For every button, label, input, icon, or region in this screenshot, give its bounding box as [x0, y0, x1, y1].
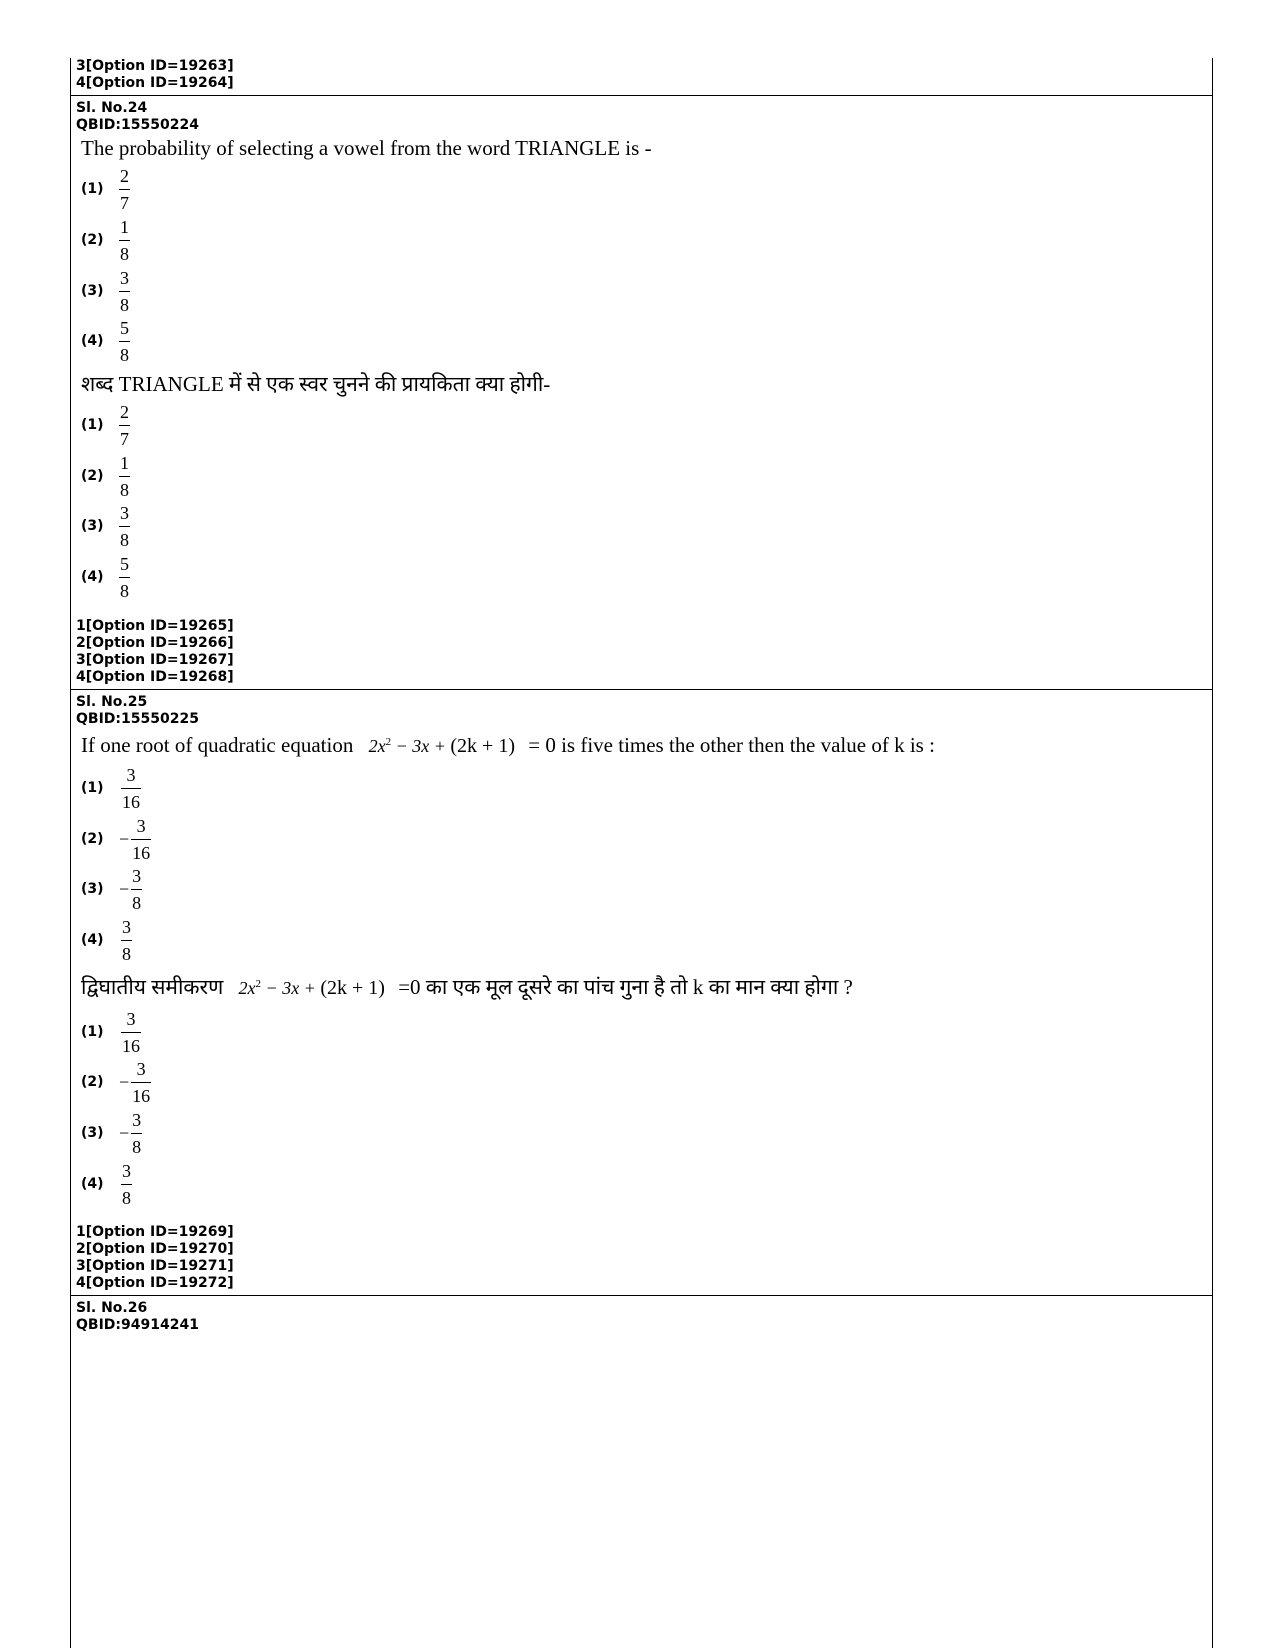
- answer-option: [81, 398, 130, 452]
- option-number: (4): [81, 569, 104, 585]
- option-number: (1): [81, 181, 104, 197]
- question-text-part: =0 का एक मूल दूसरे का पांच गुना है तो k का मान क्या होगा ?: [398, 975, 853, 999]
- section-divider: [71, 689, 1212, 690]
- question-text-english: The probability of selecting a vowel from the word TRIANGLE is -: [81, 136, 652, 160]
- answer-option: [81, 1055, 151, 1109]
- question-text-hindi: शब्द TRIANGLE में से एक स्वर चुनने की प्रायकिता क्या होगी-: [81, 372, 551, 396]
- fraction-bar: [119, 341, 130, 342]
- fraction-bar: [119, 577, 130, 578]
- option-id-line: 2[Option ID=19266]: [76, 635, 234, 651]
- numerator: 3: [120, 502, 129, 523]
- fraction: [131, 1059, 151, 1106]
- equation-term: (2k + 1): [450, 735, 515, 757]
- numerator: 3: [126, 764, 136, 785]
- serial-number: Sl. No.25: [76, 694, 148, 710]
- numerator: 3: [136, 815, 146, 836]
- fraction: [131, 816, 151, 863]
- option-id-line: 4[Option ID=19264]: [76, 75, 234, 91]
- fraction-bar: [131, 1133, 142, 1134]
- quadratic-equation: [239, 978, 385, 998]
- minus-sign: −: [119, 1122, 130, 1143]
- option-number: (3): [81, 881, 104, 897]
- numerator: 3: [122, 1160, 131, 1181]
- fraction: [119, 268, 130, 315]
- option-number: (2): [81, 232, 104, 248]
- denominator: 16: [132, 842, 151, 863]
- question-text-hindi: [81, 971, 853, 1001]
- fraction: [119, 503, 130, 550]
- numerator: 3: [120, 267, 129, 288]
- fraction-bar: [119, 476, 130, 477]
- option-id-line: 1[Option ID=19269]: [76, 1224, 234, 1240]
- question-text-english: [81, 729, 935, 759]
- option-id-line: 3[Option ID=19271]: [76, 1258, 234, 1274]
- answer-option: [81, 264, 130, 318]
- denominator: 8: [120, 294, 129, 315]
- answer-option: [81, 449, 130, 503]
- fraction: [119, 217, 130, 264]
- fraction: [119, 318, 130, 365]
- fraction-bar: [121, 940, 132, 941]
- answer-option: [81, 213, 130, 267]
- numerator: 5: [120, 317, 129, 338]
- denominator: 8: [120, 479, 129, 500]
- equation-exponent: 2: [385, 736, 392, 748]
- denominator: 16: [132, 1085, 151, 1106]
- serial-number: Sl. No.26: [76, 1300, 148, 1316]
- answer-option: [81, 162, 130, 216]
- denominator: 8: [122, 1187, 131, 1208]
- fraction: [119, 166, 130, 213]
- option-id-line: 4[Option ID=19272]: [76, 1275, 234, 1291]
- numerator: 2: [120, 401, 129, 422]
- option-number: (4): [81, 1176, 104, 1192]
- option-id-line: 2[Option ID=19270]: [76, 1241, 234, 1257]
- fraction-bar: [119, 526, 130, 527]
- answer-option: [81, 1157, 132, 1211]
- denominator: 7: [120, 428, 129, 449]
- numerator: 3: [136, 1058, 146, 1079]
- minus-sign: −: [119, 878, 130, 899]
- option-number: (3): [81, 283, 104, 299]
- denominator: 8: [122, 943, 131, 964]
- answer-option: [81, 314, 130, 368]
- fraction: [131, 866, 142, 913]
- denominator: 16: [122, 791, 140, 812]
- question-bank-id: QBID:15550224: [76, 117, 199, 133]
- fraction-bar: [121, 788, 141, 789]
- numerator: 3: [132, 865, 142, 886]
- question-text-part: द्विघातीय समीकरण: [81, 975, 224, 999]
- option-number: (3): [81, 1125, 104, 1141]
- answer-option: [81, 862, 142, 916]
- question-text-part: If one root of quadratic equation: [81, 733, 354, 757]
- serial-number: Sl. No.24: [76, 100, 148, 116]
- fraction-bar: [131, 889, 142, 890]
- section-divider: [71, 95, 1212, 96]
- denominator: 8: [132, 892, 142, 913]
- fraction-bar: [121, 1184, 132, 1185]
- answer-option: [81, 1106, 142, 1160]
- answer-option: [81, 499, 130, 553]
- question-bank-id: QBID:15550225: [76, 711, 199, 727]
- numerator: 2: [120, 165, 129, 186]
- fraction: [131, 1110, 142, 1157]
- option-id-line: 4[Option ID=19268]: [76, 669, 234, 685]
- option-id-line: 3[Option ID=19267]: [76, 652, 234, 668]
- fraction: [121, 765, 141, 812]
- fraction-bar: [119, 425, 130, 426]
- question-text-part: = 0 is five times the other then the value of k is :: [528, 733, 935, 757]
- denominator: 8: [120, 529, 129, 550]
- fraction-bar: [119, 291, 130, 292]
- fraction: [121, 1009, 141, 1056]
- question-frame: [70, 58, 1213, 1648]
- option-number: (2): [81, 468, 104, 484]
- answer-option: [81, 812, 151, 866]
- fraction-bar: [121, 1032, 141, 1033]
- equation-exponent: 2: [255, 978, 262, 990]
- numerator: 5: [120, 553, 129, 574]
- numerator: 1: [120, 216, 129, 237]
- option-id-line: 1[Option ID=19265]: [76, 618, 234, 634]
- fraction-bar: [119, 189, 130, 190]
- equation-term: 2x: [368, 736, 386, 756]
- equation-term: (2k + 1): [320, 977, 385, 999]
- option-number: (4): [81, 333, 104, 349]
- numerator: 1: [120, 452, 129, 473]
- denominator: 8: [120, 344, 129, 365]
- minus-sign: −: [119, 828, 130, 849]
- fraction-bar: [119, 240, 130, 241]
- minus-sign: −: [119, 1071, 130, 1092]
- denominator: 8: [120, 243, 129, 264]
- numerator: 3: [122, 916, 131, 937]
- equation-term: − 3x +: [391, 736, 451, 756]
- answer-option: [81, 550, 130, 604]
- answer-option: [81, 913, 132, 967]
- equation-term: − 3x +: [261, 978, 321, 998]
- answer-option: [81, 761, 141, 815]
- fraction: [119, 402, 130, 449]
- option-number: (2): [81, 1074, 104, 1090]
- denominator: 8: [120, 580, 129, 601]
- numerator: 3: [126, 1008, 136, 1029]
- fraction: [119, 554, 130, 601]
- denominator: 7: [120, 192, 129, 213]
- option-number: (4): [81, 932, 104, 948]
- fraction: [121, 1161, 132, 1208]
- equation-term: 2x: [238, 978, 256, 998]
- option-number: (3): [81, 518, 104, 534]
- option-number: (1): [81, 1024, 104, 1040]
- section-divider: [71, 1295, 1212, 1296]
- numerator: 3: [132, 1109, 142, 1130]
- question-bank-id: QBID:94914241: [76, 1317, 199, 1333]
- answer-option: [81, 1005, 141, 1059]
- denominator: 8: [132, 1136, 142, 1157]
- option-id-line: 3[Option ID=19263]: [76, 58, 234, 74]
- quadratic-equation: [369, 736, 515, 756]
- fraction-bar: [131, 839, 151, 840]
- option-number: (2): [81, 831, 104, 847]
- denominator: 16: [122, 1035, 140, 1056]
- option-number: (1): [81, 780, 104, 796]
- option-number: (1): [81, 417, 104, 433]
- fraction: [121, 917, 132, 964]
- fraction: [119, 453, 130, 500]
- fraction-bar: [131, 1082, 151, 1083]
